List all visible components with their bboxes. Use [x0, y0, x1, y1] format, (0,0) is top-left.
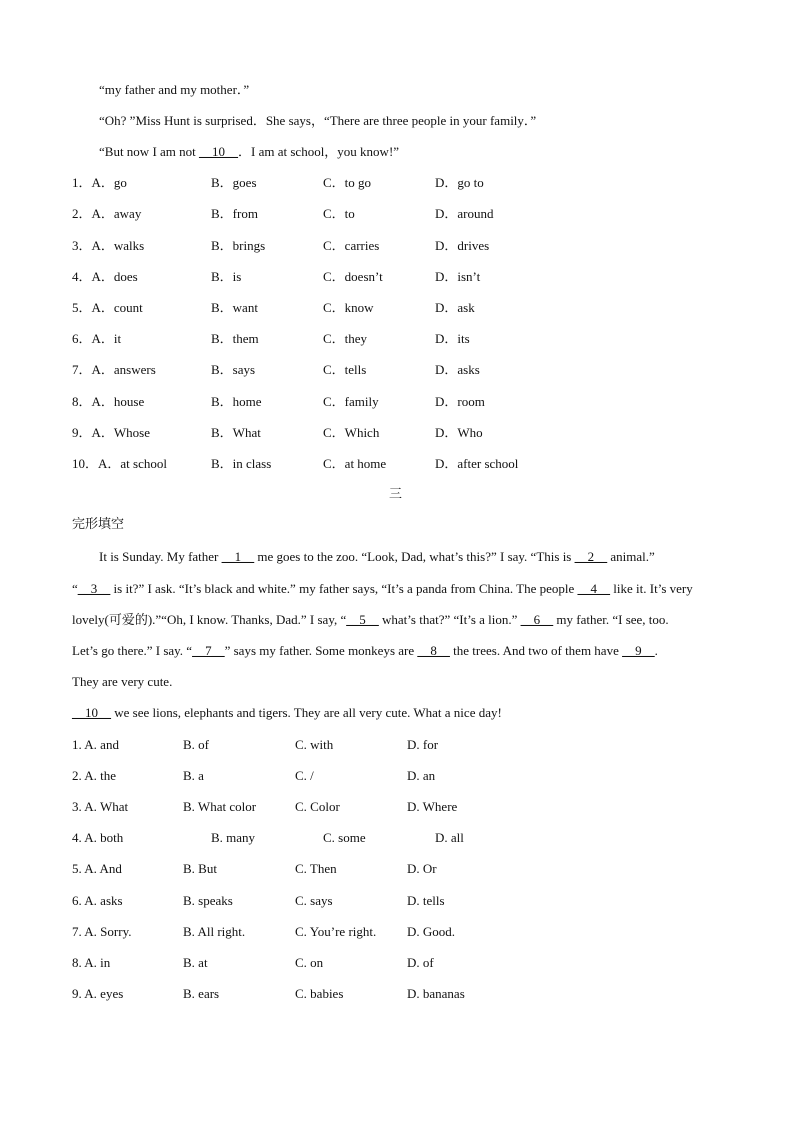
option-d: D．drives	[435, 238, 490, 253]
option-b: B. a	[183, 768, 204, 783]
question-row	[72, 861, 122, 877]
option-b: B．What	[211, 425, 261, 440]
passage2-line5: They are very cute.	[72, 674, 173, 689]
option-a: A．at school	[98, 456, 167, 471]
blank-5: __5__	[346, 612, 379, 627]
option-c: C. with	[295, 737, 334, 752]
option-a: A．does	[91, 269, 138, 284]
option-d: D. tells	[407, 893, 445, 908]
option-c: C. some	[323, 830, 366, 845]
text: .	[654, 643, 658, 658]
option-a: A．walks	[91, 238, 145, 253]
question-row	[72, 206, 141, 222]
option-b: B. All right.	[183, 924, 246, 939]
question-number: 10．	[72, 456, 99, 471]
option-b: B．in class	[211, 456, 272, 471]
blank-1: __1__	[221, 549, 255, 564]
option-c: C. on	[295, 955, 324, 970]
option-d: D. Or	[407, 861, 437, 876]
option-a: A．count	[91, 300, 143, 315]
question-number: 6.	[72, 893, 85, 908]
option-a: A．Whose	[91, 425, 151, 440]
blank-2: __2__	[574, 549, 608, 564]
option-b: B. ears	[183, 986, 220, 1001]
option-c: C．they	[323, 331, 368, 346]
question-row	[72, 986, 123, 1002]
option-b: B. What color	[183, 799, 257, 814]
question-number: 9.	[72, 986, 85, 1001]
question-row	[72, 768, 116, 784]
blank-10: __10__	[199, 144, 239, 159]
section-number: 三	[389, 486, 403, 501]
text: Let’s go there.” I say. “	[72, 643, 193, 658]
blank-3: __3__	[77, 581, 111, 596]
question-number: 8．	[72, 394, 92, 409]
question-row	[72, 456, 167, 472]
question-number: 2.	[72, 768, 85, 783]
blank-6: __6__	[520, 612, 554, 627]
option-c: C．to go	[323, 175, 372, 190]
option-b: B．brings	[211, 238, 266, 253]
option-d: D．ask	[435, 300, 475, 315]
option-c: C．family	[323, 394, 379, 409]
question-row	[72, 924, 131, 940]
option-a: A. the	[84, 768, 117, 783]
option-c: C. Color	[295, 799, 340, 814]
passage2-line1	[99, 549, 655, 565]
option-c: C. Then	[295, 861, 337, 876]
option-a: A. both	[84, 830, 124, 845]
question-number: 8.	[72, 955, 85, 970]
question-row	[72, 269, 138, 285]
option-b: B．is	[211, 269, 242, 284]
question-number: 4.	[72, 830, 85, 845]
question-number: 1.	[72, 737, 85, 752]
option-b: B．want	[211, 300, 258, 315]
passage1-line3	[99, 144, 399, 160]
text: my father. “I see, too.	[553, 612, 669, 627]
option-d: D．after school	[435, 456, 519, 471]
option-d: D．room	[435, 394, 485, 409]
option-b: B. of	[183, 737, 209, 752]
option-b: B．them	[211, 331, 259, 346]
option-d: D. an	[407, 768, 436, 783]
question-row	[72, 955, 110, 971]
blank-10: __10__	[72, 705, 111, 720]
passage2-line4	[72, 643, 658, 659]
option-a: A. What	[84, 799, 129, 814]
option-c: C．carries	[323, 238, 380, 253]
option-d: D. Where	[407, 799, 458, 814]
option-a: A. Sorry.	[84, 924, 132, 939]
option-d: D．asks	[435, 362, 480, 377]
option-c: C. babies	[295, 986, 344, 1001]
question-row	[72, 300, 143, 316]
option-c: C．at home	[323, 456, 387, 471]
question-row	[72, 362, 156, 378]
option-d: D．go to	[435, 175, 484, 190]
text: animal.”	[607, 549, 655, 564]
option-c: C. You’re right.	[295, 924, 377, 939]
question-row	[72, 893, 123, 909]
text: me goes to the zoo. “Look, Dad, what’s this?” I say. “This is	[254, 549, 575, 564]
question-row	[72, 331, 121, 347]
option-b: B．says	[211, 362, 256, 377]
question-number: 4．	[72, 269, 92, 284]
question-number: 3．	[72, 238, 92, 253]
option-a: A．answers	[91, 362, 156, 377]
option-b: B．from	[211, 206, 258, 221]
passage1-line1: “my father and my mother．”	[99, 82, 250, 97]
option-c: C．Which	[323, 425, 380, 440]
option-a: A. asks	[84, 893, 123, 908]
option-a: A．house	[91, 394, 145, 409]
text: what’s that?” “It’s a lion.”	[378, 612, 521, 627]
passage2-line2	[72, 581, 693, 597]
option-a: A．away	[91, 206, 142, 221]
option-c: C. /	[295, 768, 314, 783]
passage1-line3-text-a: “But now I am not	[99, 144, 200, 159]
option-d: D. for	[407, 737, 439, 752]
question-number: 1．	[72, 175, 92, 190]
option-a: A．go	[91, 175, 127, 190]
option-d: D．isn’t	[435, 269, 481, 284]
blank-4: __4__	[577, 581, 611, 596]
blank-8: __8__	[417, 643, 450, 658]
option-d: D. of	[407, 955, 434, 970]
question-row	[72, 737, 119, 753]
option-a: A. in	[84, 955, 111, 970]
text: lovely(可爱的).”“Oh, I know. Thanks, Dad.” I say, “	[72, 612, 347, 627]
option-b: B. speaks	[183, 893, 233, 908]
question-row	[72, 238, 144, 254]
question-number: 3.	[72, 799, 85, 814]
blank-7: __7__	[192, 643, 225, 658]
question-number: 5.	[72, 861, 85, 876]
option-d: D. all	[435, 830, 464, 845]
option-d: D. Good.	[407, 924, 456, 939]
text: like it. It’s very	[610, 581, 693, 596]
option-b: B. But	[183, 861, 217, 876]
option-b: B. many	[211, 830, 256, 845]
text: ” says my father. Some monkeys are	[224, 643, 418, 658]
text: It is Sunday. My father	[99, 549, 222, 564]
passage2-line3	[72, 612, 669, 628]
option-a: A．it	[91, 331, 122, 346]
option-b: B．home	[211, 394, 262, 409]
option-b: B．goes	[211, 175, 257, 190]
question-number: 7.	[72, 924, 85, 939]
option-c: C．to	[323, 206, 355, 221]
option-d: D．around	[435, 206, 494, 221]
question-number: 5．	[72, 300, 92, 315]
text: “	[72, 581, 78, 596]
option-a: A. And	[84, 861, 122, 876]
option-a: A. eyes	[84, 986, 124, 1001]
question-row	[72, 394, 144, 410]
option-c: C．know	[323, 300, 374, 315]
question-row	[72, 175, 127, 191]
option-d: D．Who	[435, 425, 483, 440]
question-number: 2．	[72, 206, 92, 221]
section-title: 完形填空	[72, 517, 125, 532]
text: we see lions, elephants and tigers. They are all very cute. What a nice day!	[111, 705, 502, 720]
question-row	[72, 830, 123, 846]
question-number: 6．	[72, 331, 92, 346]
passage1-line2: “Oh? ”Miss Hunt is surprised．She says，“There are three people in your family．”	[99, 113, 537, 128]
option-c: C．doesn’t	[323, 269, 383, 284]
text: is it?” I ask. “It’s black and white.” my father says, “It’s a panda from China. The people	[110, 581, 578, 596]
passage2-line6	[72, 705, 502, 721]
option-a: A. and	[84, 737, 119, 752]
question-row	[72, 425, 150, 441]
question-number: 9．	[72, 425, 92, 440]
question-row	[72, 799, 128, 815]
option-c: C. says	[295, 893, 333, 908]
option-b: B. at	[183, 955, 208, 970]
option-d: D. bananas	[407, 986, 465, 1001]
option-c: C．tells	[323, 362, 367, 377]
question-number: 7．	[72, 362, 92, 377]
passage1-line3-text-b: ．I am at school，you know!”	[238, 144, 400, 159]
option-d: D．its	[435, 331, 470, 346]
blank-9: __9__	[622, 643, 655, 658]
text: the trees. And two of them have	[449, 643, 623, 658]
